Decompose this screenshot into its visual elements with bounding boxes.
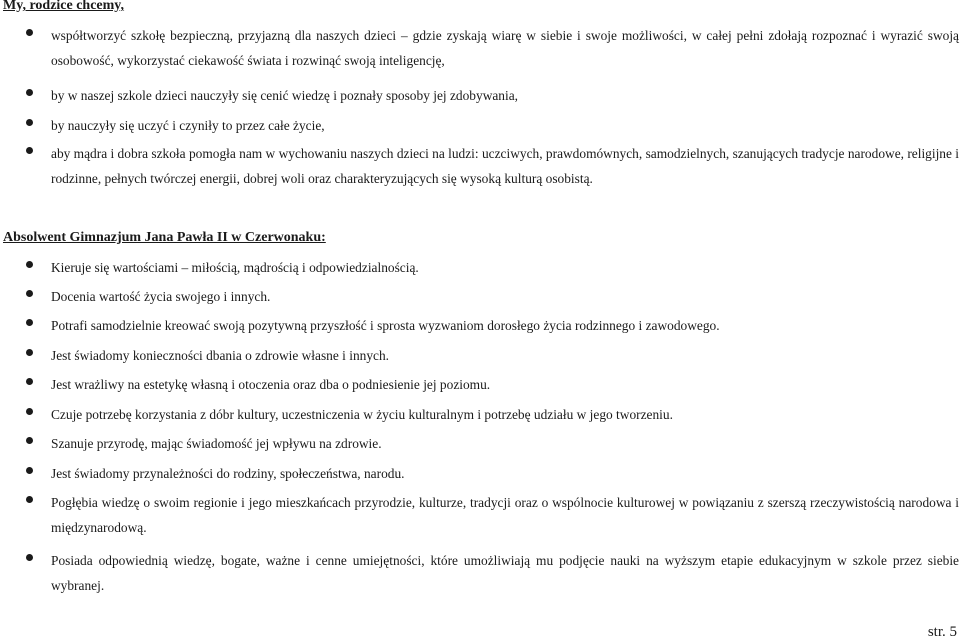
- bullet-icon: [26, 119, 33, 126]
- list-item-text: by w naszej szkole dzieci nauczyły się cenić wiedzę i poznały sposoby jej zdobywania,: [51, 88, 519, 103]
- bullet-icon: [26, 496, 33, 503]
- list-item-text: Jest świadomy przynależności do rodziny, społeczeństwa, narodu.: [51, 466, 405, 481]
- list-item-text: aby mądra i dobra szkoła pomogła nam w wychowaniu naszych dzieci na ludzi: uczciwych, prawdomównych, samodzielnych, szanujących tradycje narodowe, religijne i rodzinne, pełnych twórczej energii, dobrej woli oraz charakteryzujących się wysoką kulturą osobistą.: [51, 146, 960, 186]
- list-item-text: Potrafi samodzielnie kreować swoją pozytywną przyszłość i sprosta wyzwaniom dorosłego życia rodzinnego i zawodowego.: [51, 318, 720, 333]
- list-item-text: Szanuje przyrodę, mając świadomość jej wpływu na zdrowie.: [51, 436, 382, 451]
- parents-heading: My, rodzice chcemy,: [3, 0, 125, 13]
- list-item-text: Posiada odpowiednią wiedzę, bogate, ważne i cenne umiejętności, które umożliwiają mu podjęcie nauki na wyższym etapie edukacyjnym w szkole przez siebie wybranej.: [51, 553, 959, 593]
- list-item-text: Pogłębia wiedzę o swoim regionie i jego mieszkańcach przyrodzie, kulturze, tradycji oraz o wspólnocie kulturowej w powiązaniu z szerszą rzeczywistością narodowa i międzynarodową.: [51, 495, 959, 535]
- bullet-icon: [26, 554, 33, 561]
- list-item-text: Kieruje się wartościami – miłością, mądrością i odpowiedzialnością.: [51, 260, 419, 275]
- list-item-text: Jest wrażliwy na estetykę własną i otoczenia oraz dba o podniesienie jej poziomu.: [51, 377, 491, 392]
- bullet-icon: [26, 319, 33, 326]
- bullet-icon: [26, 29, 33, 36]
- bullet-icon: [26, 467, 33, 474]
- bullet-icon: [26, 408, 33, 415]
- list-item-text: Czuje potrzebę korzystania z dóbr kultury, uczestniczenia w życiu kulturalnym i potrzebę udziału w jego tworzeniu.: [51, 407, 673, 422]
- list-item-text: współtworzyć szkołę bezpieczną, przyjazną dla naszych dzieci – gdzie zyskają wiarę w siebie i swoje możliwości, w całej pełni zdołają rozpoznać i wyrazić swoją osobowość, wykorzystać ciekawość świata i rozwinąć swoją inteligencję,: [51, 28, 959, 68]
- list-item-text: Jest świadomy konieczności dbania o zdrowie własne i innych.: [51, 348, 390, 363]
- list-item-text: Docenia wartość życia swojego i innych.: [51, 289, 271, 304]
- bullet-icon: [26, 437, 33, 444]
- page-number: str. 5: [927, 624, 957, 640]
- list-item-text: by nauczyły się uczyć i czyniły to przez całe życie,: [51, 118, 325, 133]
- bullet-icon: [26, 89, 33, 96]
- bullet-icon: [26, 147, 33, 154]
- bullet-icon: [26, 349, 33, 356]
- bullet-icon: [26, 290, 33, 297]
- bullet-icon: [26, 378, 33, 385]
- graduate-heading: Absolwent Gimnazjum Jana Pawła II w Czerwonaku:: [3, 230, 326, 245]
- bullet-icon: [26, 261, 33, 268]
